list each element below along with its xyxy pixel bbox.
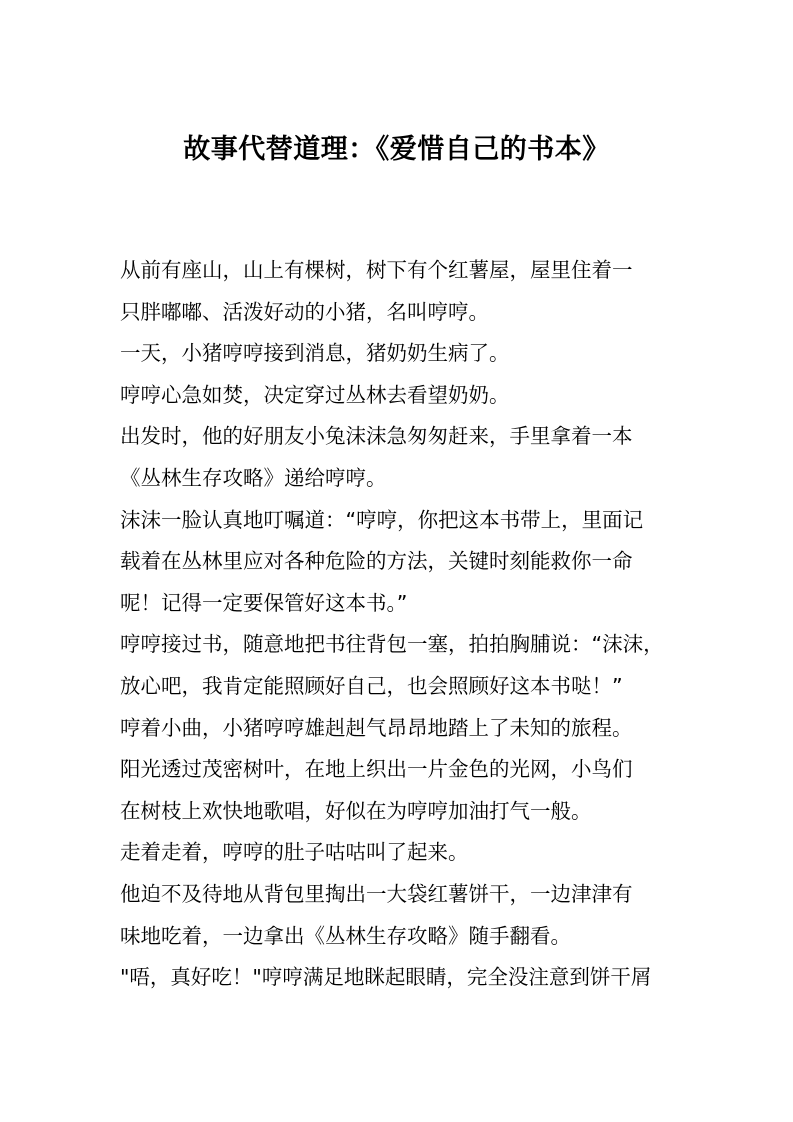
text-line: 哼着小曲，小猪哼哼雄赳赳气昂昂地踏上了未知的旅程。 (120, 715, 633, 740)
text-line: 《丛林生存攻略》递给哼哼。 (120, 465, 387, 490)
text-line: 呢！记得一定要保管好这本书。” (120, 590, 408, 615)
text-line: 放心吧，我肯定能照顾好自己，也会照顾好这本书哒！” (120, 673, 623, 698)
text-line: 只胖嘟嘟、活泼好动的小猪，名叫哼哼。 (120, 299, 489, 324)
text-line: "唔，真好吃！"哼哼满足地眯起眼睛，完全没注意到饼干屑 (120, 965, 652, 990)
text-line: 一天，小猪哼哼接到消息，猪奶奶生病了。 (120, 341, 510, 366)
text-line: 味地吃着，一边拿出《丛林生存攻略》随手翻看。 (120, 923, 571, 948)
text-line: 他迫不及待地从背包里掏出一大袋红薯饼干，一边津津有 (120, 881, 633, 906)
text-line: 在树枝上欢快地歌唱，好似在为哼哼加油打气一般。 (120, 798, 592, 823)
text-line: 哼哼接过书，随意地把书往背包一塞，拍拍胸脯说：“沫沫， (120, 632, 664, 657)
text-line: 出发时，他的好朋友小兔沫沫急匆匆赶来，手里拿着一本 (120, 424, 633, 449)
story-body (120, 250, 680, 999)
text-line: 哼哼心急如焚，决定穿过丛林去看望奶奶。 (120, 382, 510, 407)
text-line: 沫沫一脸认真地叮嘱道：“哼哼，你把这本书带上，里面记 (120, 507, 644, 532)
text-line: 阳光透过茂密树叶，在地上织出一片金色的光网，小鸟们 (120, 757, 633, 782)
text-line: 走着走着，哼哼的肚子咕咕叫了起来。 (120, 840, 469, 865)
document-title: 故事代替道理：《爱惜自己的书本》 (183, 134, 610, 165)
text-line: 载着在丛林里应对各种危险的方法，关键时刻能救你一命 (120, 549, 633, 574)
text-line: 从前有座山，山上有棵树，树下有个红薯屋，屋里住着一 (120, 258, 633, 282)
